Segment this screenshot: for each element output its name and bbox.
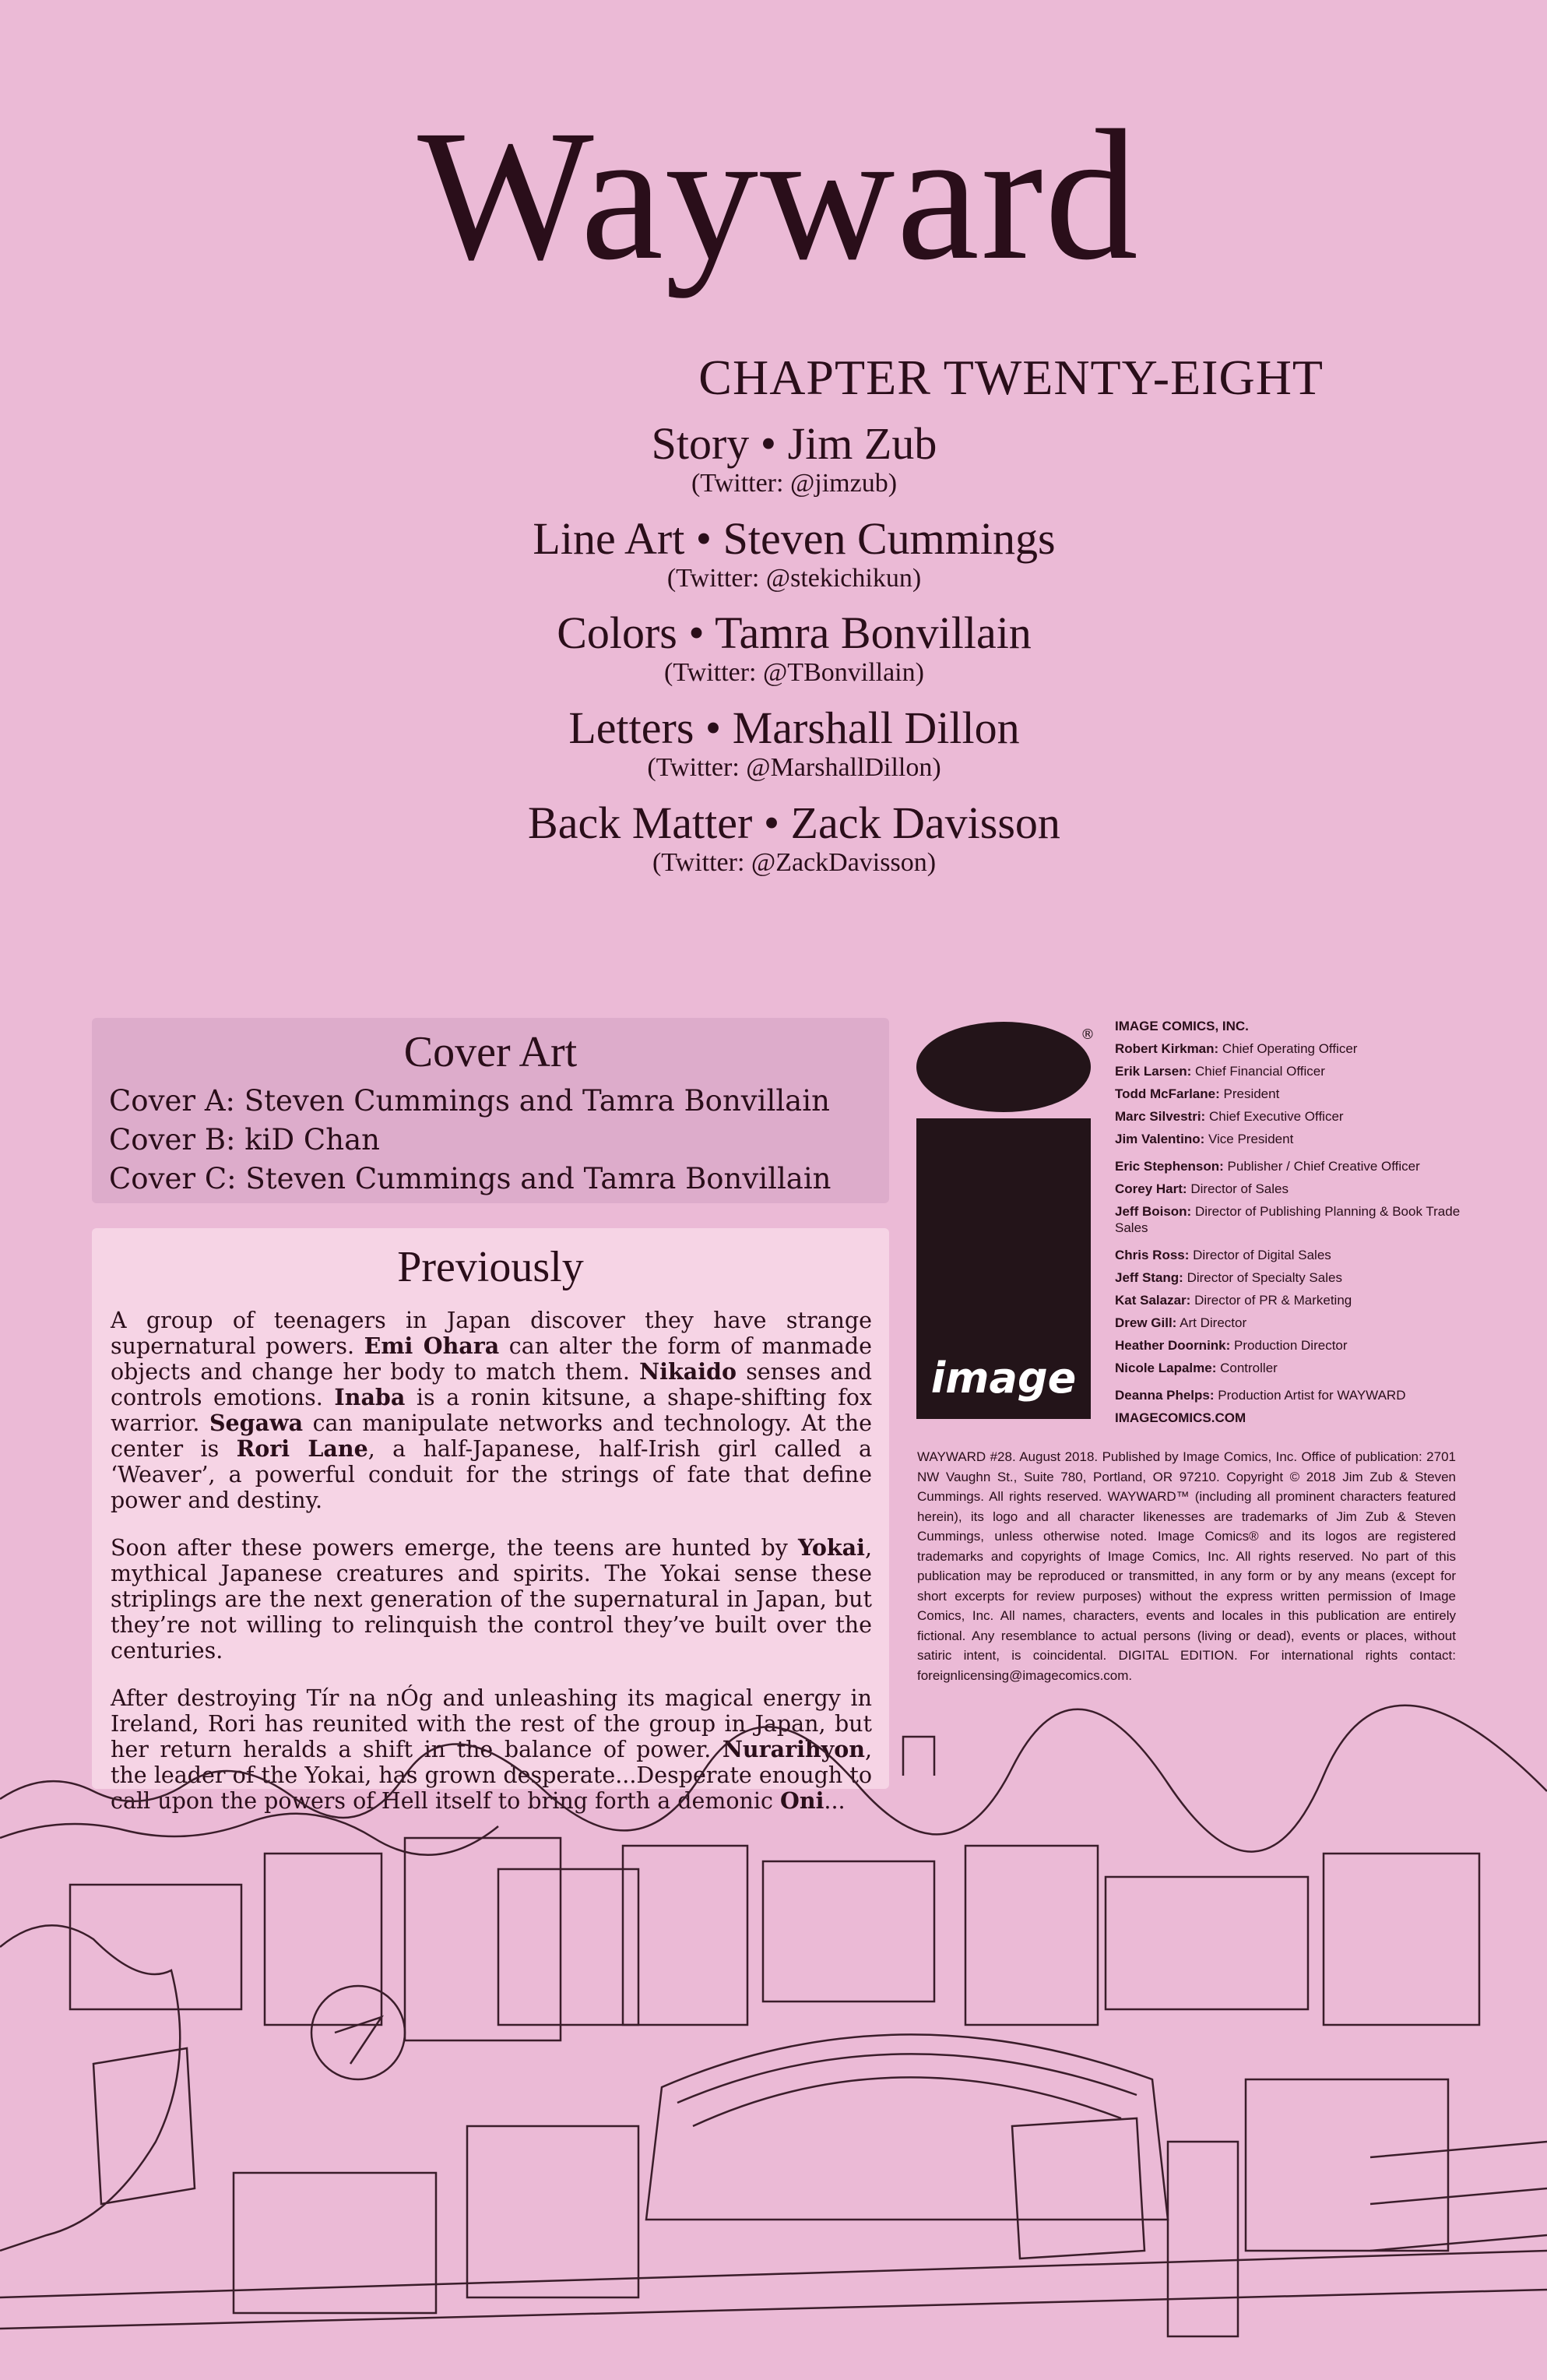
credits-list (327, 418, 1261, 894)
staff-row: Erik Larsen: Chief Financial Officer (1115, 1064, 1325, 1079)
cover-art-heading: Cover Art (403, 1028, 578, 1076)
staff-row: Drew Gill: Art Director (1115, 1315, 1247, 1330)
staff-row: Eric Stephenson: Publisher / Chief Creative Officer (1115, 1159, 1420, 1174)
comic-title: Wayward (417, 91, 1140, 298)
credit-twitter: (Twitter: @TBonvillain) (664, 658, 924, 688)
previously-heading: Previously (397, 1243, 584, 1291)
credit-role: Line Art • Steven Cummings (533, 512, 1056, 564)
staff-row: Heather Doornink: Production Director (1115, 1338, 1348, 1353)
character-name: Nurarihyon (722, 1736, 865, 1762)
chapter-title: CHAPTER TWENTY-EIGHT (698, 350, 1324, 405)
character-name: Rori Lane (236, 1435, 368, 1462)
credit-twitter: (Twitter: @MarshallDillon) (647, 752, 941, 782)
character-name: Oni (780, 1787, 824, 1814)
previously-paragraph-3: After destroying Tír na nÓg and unleashing its magical energy in Ireland, Rori has reunited with the rest of the group in Japan, but her return heralds a shift in the balance of power. Nurarihyon, the leader of the Yokai, has grown desperate...Desperate enough to call upon the powers of Hell itself to bring forth a demonic Oni... (111, 1685, 872, 1814)
credit-twitter: (Twitter: @ZackDavisson) (652, 847, 937, 877)
credit-twitter: (Twitter: @stekichikun) (666, 563, 922, 593)
image-comics-logo (915, 1020, 1095, 1419)
character-name: Inaba (334, 1384, 406, 1410)
credit-letters (327, 702, 1261, 784)
character-name: Segawa (209, 1410, 304, 1436)
character-name: Yokai (798, 1534, 865, 1561)
staff-row: Nicole Lapalme: Controller (1115, 1361, 1278, 1375)
credit-colors (327, 607, 1261, 689)
staff-row: Chris Ross: Director of Digital Sales (1115, 1248, 1331, 1262)
cover-a-credit: Cover A: Steven Cummings and Tamra Bonvillain (109, 1084, 830, 1118)
previously-paragraph-2: Soon after these powers emerge, the teens are hunted by Yokai, mythical Japanese creatures and spirits. The Yokai sense these striplings are the next generation of the supernatural in Japan, but they’re not willing to relinquish the control they’ve built over the centuries. (111, 1534, 872, 1664)
city-illustration (0, 1752, 1547, 2380)
credit-story (327, 418, 1261, 500)
staff-row: Jeff Boison: Director of Publishing Planning & Book Trade Sales (1115, 1204, 1461, 1235)
credit-role: Story • Jim Zub (651, 418, 937, 469)
svg-text:image: image (930, 1354, 1077, 1403)
staff-row: Jeff Stang: Director of Specialty Sales (1115, 1270, 1342, 1285)
credit-role: Colors • Tamra Bonvillain (557, 607, 1032, 659)
cover-c-credit: Cover C: Steven Cummings and Tamra Bonvillain (109, 1162, 832, 1195)
publisher-staff-list (1115, 1019, 1473, 1432)
cover-art-box (92, 1018, 889, 1203)
staff-row: Kat Salazar: Director of PR & Marketing (1115, 1293, 1352, 1308)
previously-paragraph-1: A group of teenagers in Japan discover they have strange supernatural powers. Emi Ohara can alter the form of manmade objects and change her body to match them. Nikaido senses and controls emotions. Inaba is a ronin kitsune, a shape-shifting fox warrior. Segawa can manipulate networks and technology. At the center is Rori Lane, a half-Japanese, half-Irish girl called a ‘Weaver’, a powerful conduit for the strings of fate that define power and destiny. (111, 1308, 873, 1513)
staff-row: Corey Hart: Director of Sales (1115, 1181, 1289, 1196)
credit-role: Letters • Marshall Dillon (568, 702, 1020, 754)
svg-text:®: ® (1081, 1026, 1095, 1043)
credit-line-art (327, 512, 1261, 595)
staff-row: Jim Valentino: Vice President (1115, 1132, 1294, 1146)
previously-box (92, 1228, 889, 1814)
staff-row: Deanna Phelps: Production Artist for WAYWARD (1115, 1388, 1406, 1403)
credit-twitter: (Twitter: @jimzub) (691, 468, 898, 498)
legal-notice: WAYWARD #28. August 2018. Published by Image Comics, Inc. Office of publication: 2701 NW Vaughn St., Suite 780, Portland, OR 97210. Copyright © 2018 Jim Zub & Steven Cummings. All rights reserved. WAYWARD™ (including all prominent characters featured herein), its logo and all character likenesses are trademarks of Jim Zub & Steven Cummings, unless otherwise noted. Image Comics® and its logos are registered trademarks and copyrights of Image Comics, Inc. All rights reserved. No part of this publication may be reproduced or transmitted, in any form or by any means (except for short excerpts for review purposes) without the express written permission of Image Comics, Inc. All names, characters, events and locales in this publication are entirely fictional. Any resemblance to actual persons (living or dead), events or places, without satiric intent, is coincidental. DIGITAL EDITION. For international rights contact: foreignlicensing@imagecomics.com. (917, 1449, 1456, 1683)
credit-role: Back Matter • Zack Davisson (528, 797, 1060, 848)
credit-back-matter (327, 797, 1261, 879)
cover-b-credit: Cover B: kiD Chan (109, 1123, 380, 1157)
staff-row: Marc Silvestri: Chief Executive Officer (1115, 1109, 1344, 1124)
staff-row: Robert Kirkman: Chief Operating Officer (1115, 1041, 1358, 1056)
staff-row: Todd McFarlane: President (1115, 1086, 1280, 1101)
publisher-website: IMAGECOMICS.COM (1115, 1410, 1246, 1425)
character-name: Nikaido (639, 1358, 737, 1385)
publisher-heading: IMAGE COMICS, INC. (1115, 1019, 1249, 1033)
character-name: Emi Ohara (364, 1333, 500, 1359)
